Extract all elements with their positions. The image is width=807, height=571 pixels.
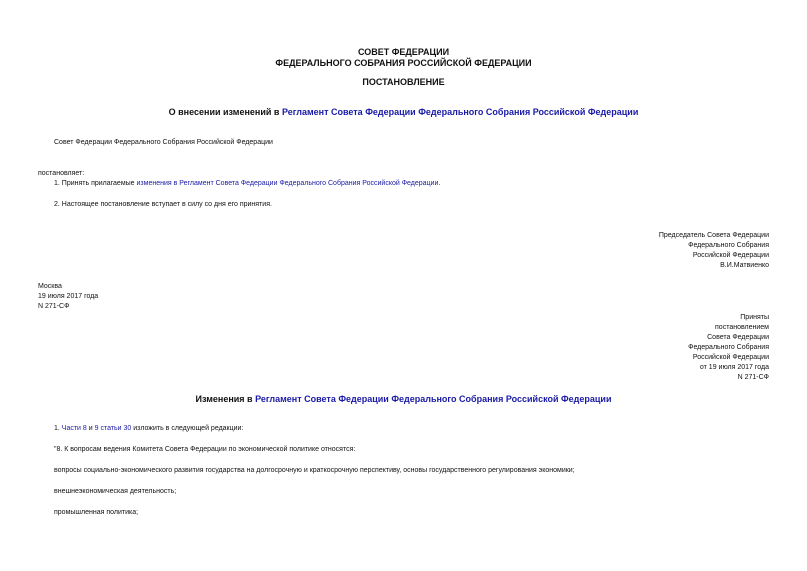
adopted-line-6: от 19 июля 2017 года — [699, 364, 769, 371]
part-8-link[interactable]: Части 8 — [61, 425, 87, 432]
changes-title — [0, 394, 807, 405]
title-link[interactable]: Регламент Совета Федерации Федерального Собрания Российской Федерации — [281, 107, 639, 117]
place-date: 19 июля 2017 года — [38, 293, 99, 300]
adopted-line-5: Российской Федерации — [692, 354, 769, 361]
signature-line-2: Федерального Собрания — [688, 242, 769, 249]
paragraph-8: "8. К вопросам ведения Комитета Совета Федерации по экономической политике относятся: — [54, 446, 356, 453]
document-type: ПОСТАНОВЛЕНИЕ — [362, 77, 445, 87]
adopted-line-7: N 271-СФ — [737, 374, 769, 381]
paragraph-economy: вопросы социально-экономического развития государства на долгосрочную и краткосрочную перспективу, основы государственного регулирования экономики; — [54, 467, 575, 474]
changes-item-1-and: и — [86, 425, 95, 432]
changes-item-1-num: 1. — [54, 425, 62, 432]
decree-word: постановляет: — [38, 170, 85, 177]
adopted-line-1: Приняты — [740, 314, 769, 321]
intro-text: Совет Федерации Федерального Собрания Российской Федерации — [54, 139, 273, 146]
header-line2: ФЕДЕРАЛЬНОГО СОБРАНИЯ РОССИЙСКОЙ ФЕДЕРАЦИИ — [275, 58, 532, 68]
title-prefix: О внесении изменений в — [168, 107, 282, 117]
adopted-line-3: Совета Федерации — [707, 334, 769, 341]
changes-title-link[interactable]: Регламент Совета Федерации Федерального Собрания Российской Федерации — [255, 394, 612, 404]
article-30-link[interactable]: 9 статьи 30 — [94, 425, 132, 432]
signature-line-1: Председатель Совета Федерации — [658, 232, 769, 239]
item-1-suffix: . — [438, 180, 441, 187]
document-title — [0, 107, 807, 118]
signature-name: В.И.Матвиенко — [720, 262, 769, 269]
item-1 — [54, 179, 440, 189]
item-2: 2. Настоящее постановление вступает в силу со дня его принятия. — [54, 201, 272, 208]
document-number: N 271-СФ — [38, 303, 70, 310]
changes-title-prefix: Изменения в — [195, 394, 256, 404]
item-1-link[interactable]: изменения в Регламент Совета Федерации Федерального Собрания Российской Федерации — [136, 180, 439, 187]
adopted-line-4: Федерального Собрания — [688, 344, 769, 351]
paragraph-foreign-trade: внешнеэкономическая деятельность; — [54, 488, 177, 495]
header-line1: СОВЕТ ФЕДЕРАЦИИ — [357, 47, 450, 57]
adopted-line-2: постановлением — [715, 324, 769, 331]
signature-line-3: Российской Федерации — [692, 252, 769, 259]
place-city: Москва — [38, 283, 62, 290]
changes-item-1 — [54, 424, 243, 434]
paragraph-industrial-policy: промышленная политика; — [54, 509, 139, 516]
changes-item-1-suffix: изложить в следующей редакции: — [131, 425, 244, 432]
item-1-prefix: 1. Принять прилагаемые — [54, 180, 137, 187]
